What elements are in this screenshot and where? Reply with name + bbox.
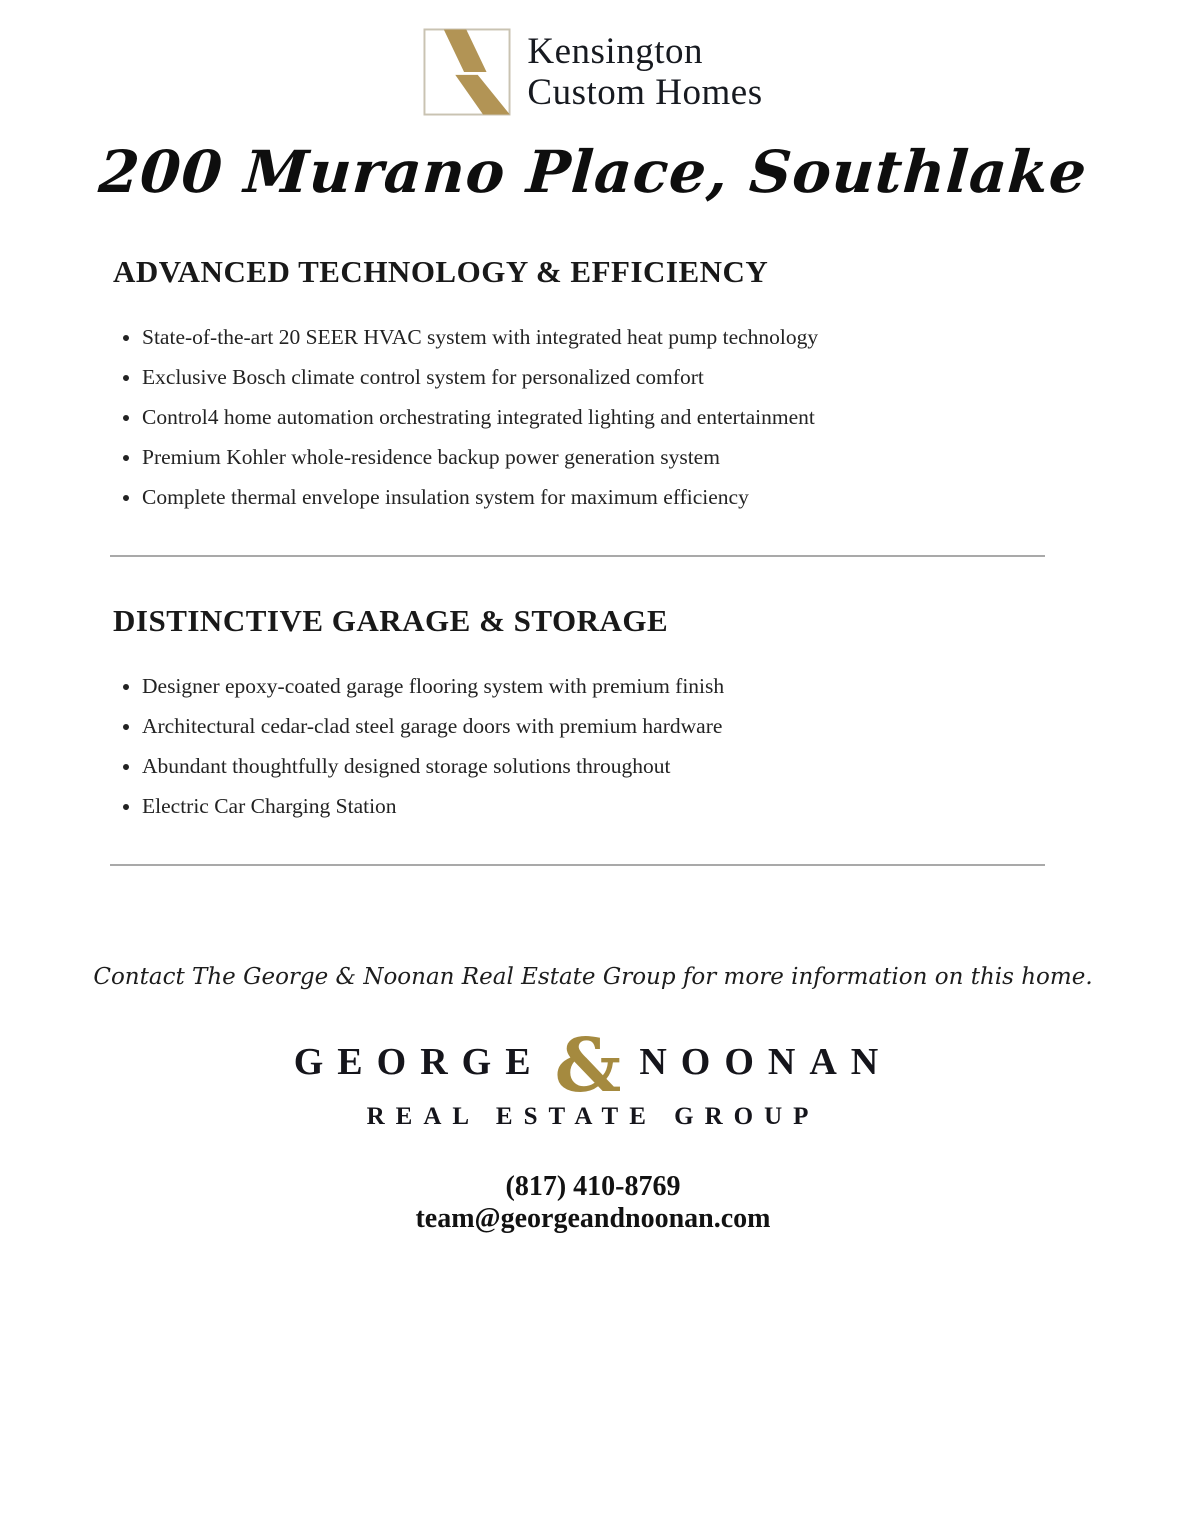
feature-list-garage xyxy=(0,675,1186,818)
feature-item: • Control4 home automation orchestrating integrated lighting and entertainment xyxy=(142,406,1186,429)
builder-name xyxy=(527,31,762,114)
feature-list-technology xyxy=(0,326,1186,509)
property-address-title: 200 Murano Place, Southlake xyxy=(96,138,1090,206)
section-heading-garage: DISTINCTIVE GARAGE & STORAGE xyxy=(113,603,669,638)
section-garage xyxy=(0,603,1186,818)
phone-number: (817) 410-8769 xyxy=(505,1171,681,1203)
feature-item: • Architectural cedar-clad steel garage doors with premium hardware xyxy=(142,715,1186,738)
agency-subtitle: REAL ESTATE GROUP xyxy=(366,1103,820,1131)
agency-logo xyxy=(0,1023,1186,1131)
feature-item: • Complete thermal envelope insulation system for maximum efficiency xyxy=(142,486,1186,509)
section-technology xyxy=(0,254,1186,509)
agency-ampersand-icon: & xyxy=(554,1023,622,1109)
builder-name-line1: Kensington xyxy=(527,30,703,72)
email-address: team@georgeandnoonan.com xyxy=(415,1203,771,1235)
section-heading-technology: ADVANCED TECHNOLOGY & EFFICIENCY xyxy=(113,254,769,289)
feature-item: • Abundant thoughtfully designed storage solutions throughout xyxy=(142,755,1186,778)
kensington-monogram-icon xyxy=(423,28,511,116)
agency-name-george: GEORGE xyxy=(293,1040,545,1083)
agency-name-noonan: NOONAN xyxy=(639,1040,893,1083)
feature-item: • State-of-the-art 20 SEER HVAC system with integrated heat pump technology xyxy=(142,326,1186,349)
section-divider xyxy=(110,864,1045,866)
section-divider xyxy=(110,555,1045,557)
builder-logo xyxy=(0,0,1186,116)
feature-item: • Premium Kohler whole-residence backup power generation system xyxy=(142,446,1186,469)
contact-block xyxy=(0,1171,1186,1235)
builder-name-line2: Custom Homes xyxy=(527,72,763,113)
agency-name xyxy=(0,1023,1186,1109)
feature-item: • Exclusive Bosch climate control system for personalized comfort xyxy=(142,366,1186,389)
feature-item: • Designer epoxy-coated garage flooring system with premium finish xyxy=(142,675,1186,698)
contact-note: Contact The George & Noonan Real Estate Group for more information on this home. xyxy=(93,964,1093,990)
feature-item: • Electric Car Charging Station xyxy=(142,795,1186,818)
